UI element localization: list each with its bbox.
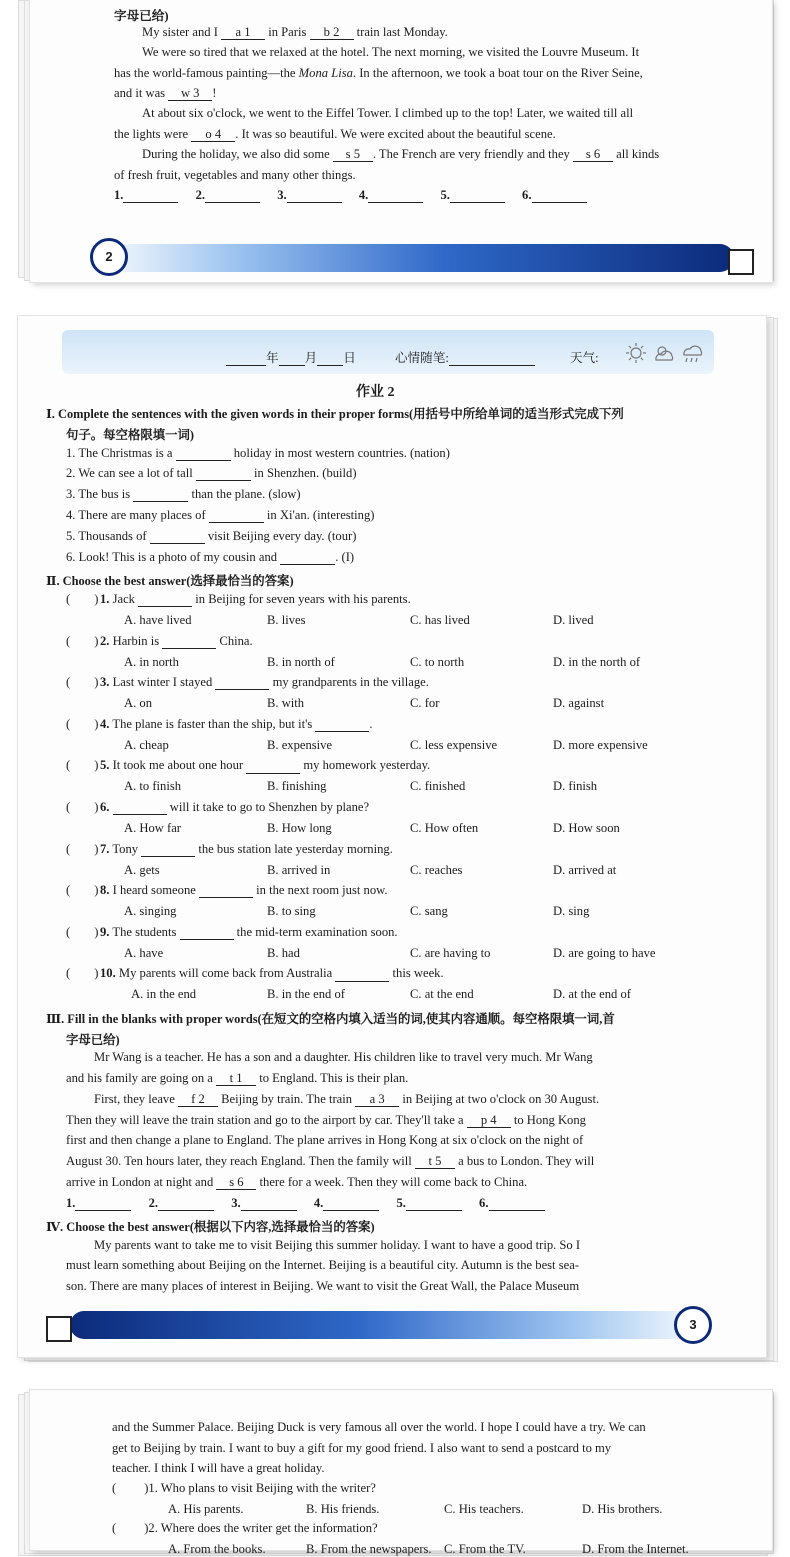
day-field[interactable] [317,352,343,366]
blank-5[interactable]: s 5 [333,148,373,162]
question-row: ( )2. Where does the writer get the information? [112,1521,378,1535]
page-number: 2 [90,238,128,276]
date-line: 年 月 日 心情随笔: 天气: [226,347,599,366]
option-a[interactable]: A. cheap [124,737,169,752]
blank-4[interactable]: o 4 [191,128,235,142]
homework-title: 作业 2 [356,385,395,400]
option-a[interactable]: A. From the books. [168,1542,266,1556]
option-b[interactable]: B. finishing [267,779,327,794]
question-number: 9. [100,924,110,939]
question-number: 1. [100,592,110,606]
checkbox-square[interactable] [46,1316,72,1342]
option-c[interactable]: C. has lived [410,613,470,627]
blank-6[interactable]: s 6 [573,148,613,162]
option-a[interactable]: A. How far [124,821,182,835]
option-b[interactable]: B. to sing [267,904,316,919]
option-b[interactable]: B. lives [267,613,306,627]
passage-line: get to Beijing by train. I want to buy a gift for my good friend. I also want to send a postcard to my [112,1441,612,1455]
option-d[interactable]: D. are going to have [553,945,656,960]
question-number: 5. [100,758,110,773]
section-header-continued: 字母已给) [114,9,169,23]
option-d[interactable]: D. at the end of [553,987,631,1002]
footer-band [70,1311,712,1339]
passage-line: the lights were o 4. It was so beautiful. We were excited about the beautiful scene. [114,127,556,141]
option-b[interactable]: B. From the newspapers. [306,1542,432,1556]
answer-blank[interactable] [215,676,269,690]
answer-blank[interactable] [199,884,253,898]
passage-line: son. There are many places of interest in Beijing. We want to visit the Great Wall, the Palace Museum [66,1279,580,1293]
option-a[interactable]: A. in the end [131,987,197,1002]
passage-line: Then they will leave the train station and go to the airport by car. They'll take a p 4 to Hong Kong [66,1113,586,1127]
option-d[interactable]: D. in the north of [553,654,641,669]
page-number: 3 [674,1306,712,1344]
question-number: 4. [100,716,110,731]
answer-blank[interactable] [176,447,231,461]
year-field[interactable] [226,352,266,366]
answer-blank[interactable] [180,926,234,940]
option-b[interactable]: B. How long [267,821,332,835]
passage-line: arrive in London at night and s 6 there for a week. Then they will come back to China. [66,1175,528,1189]
answer-bracket[interactable]: ( ) [66,966,99,981]
option-c[interactable]: C. finished [410,779,466,794]
option-b[interactable]: B. in the end of [267,987,345,1002]
option-d[interactable]: D. arrived at [553,862,617,877]
answer-blank[interactable] [196,467,251,481]
section-3-heading: 字母已给) [66,1033,120,1047]
option-a[interactable]: A. have [124,945,164,960]
month-field[interactable] [279,352,305,366]
option-a[interactable]: A. to finish [124,779,182,794]
blank-3[interactable]: a 3 [355,1093,399,1107]
answer-blank-row: 1. 2. 3. 4. 5. 6. [66,1196,545,1211]
blank-1[interactable]: a 1 [221,26,265,40]
answer-bracket[interactable]: ( ) [66,800,99,814]
sun-icon[interactable] [626,343,646,363]
section-4-heading: Ⅳ. Choose the best answer(根据以下内容,选择最恰当的答案) [46,1220,375,1234]
question-number: 8. [100,883,110,898]
option-b[interactable]: B. with [267,696,305,711]
answer-blank[interactable] [287,189,342,203]
answer-blank[interactable] [209,509,264,523]
passage-line: First, they leave f 2 Beijing by train. The train a 3 in Beijing at two o'clock on 30 August. [94,1092,600,1106]
footer-band [92,244,734,272]
answer-bracket[interactable]: ( ) [66,675,99,690]
sentence-item: 6. Look! This is a photo of my cousin and . (I) [66,550,355,564]
weather-icons [624,341,710,365]
question-row: ( ) 6. will it take to go to Shenzhen by plane? [66,800,370,814]
question-row: ( ) 1. Jack in Beijing for seven years with his parents. [66,592,411,606]
answer-blank[interactable] [75,1197,131,1211]
option-d[interactable]: D. How soon [553,821,620,835]
option-a[interactable]: A. have lived [124,613,192,627]
answer-bracket[interactable]: ( ) [66,841,99,856]
option-c[interactable]: C. How often [410,821,479,835]
answer-blank[interactable] [138,593,192,607]
answer-blank[interactable] [368,189,423,203]
sentence-item: 4. There are many places of in Xi'an. (interesting) [66,508,375,522]
section-1-heading: Ⅰ. Complete the sentences with the given words in their proper forms(用括号中所给单词的适当形式完成下列 [46,407,624,421]
option-c[interactable]: C. for [410,696,440,711]
cloudy-icon[interactable] [656,347,673,360]
passage-line: At about six o'clock, we went to the Eiffel Tower. I climbed up to the top! Later, we waited till all [142,106,634,120]
option-b[interactable]: B. His friends. [306,1502,380,1516]
passage-line: first and then change a plane to England. The plane arrives in Hong Kong at six o'clock on the night of [66,1133,584,1147]
page-2 [30,0,772,282]
blank-6[interactable]: s 6 [216,1176,256,1190]
passage-line: teacher. I think I will have a great holiday. [112,1461,325,1475]
question-row: ( ) 2. Harbin is China. [66,633,253,648]
answer-bracket[interactable]: ( ) [66,716,99,731]
answer-bracket[interactable]: ( ) [66,758,99,773]
passage-line: has the world-famous painting—the Mona Lisa. In the afternoon, we took a boat tour on the River Seine, [114,66,643,80]
option-c[interactable]: C. to north [410,654,465,669]
question-row: ( ) 3. Last winter I stayed my grandparents in the village. [66,675,429,690]
section-2-heading: Ⅱ. Choose the best answer(选择最恰当的答案) [46,574,294,588]
question-row: ( ) 9. The students the mid-term examination soon. [66,924,398,939]
answer-blank[interactable] [532,189,587,203]
answer-bracket[interactable]: ( ) [66,883,99,898]
answer-blank[interactable] [406,1197,462,1211]
answer-blank[interactable] [150,530,205,544]
option-c[interactable]: C. sang [410,904,448,919]
answer-blank[interactable] [489,1197,545,1211]
question-number: 10. [100,966,116,981]
option-a[interactable]: A. His parents. [168,1502,244,1516]
option-c[interactable]: C. His teachers. [444,1502,524,1516]
answer-blank[interactable] [133,488,188,502]
answer-blank[interactable] [205,189,260,203]
mood-field[interactable] [449,352,535,366]
blank-3[interactable]: w 3 [168,87,212,101]
question-row: ( ) 10. My parents will come back from Australia this week. [66,966,444,981]
option-b[interactable]: B. arrived in [267,862,331,877]
option-c[interactable]: C. reaches [410,862,463,877]
answer-blank[interactable] [158,1197,214,1211]
blank-2[interactable]: b 2 [310,26,354,40]
option-c[interactable]: C. less expensive [410,737,498,752]
answer-blank[interactable] [113,801,167,815]
option-d[interactable]: D. finish [553,779,598,794]
option-d[interactable]: D. His brothers. [582,1502,663,1516]
answer-blank[interactable] [123,189,178,203]
rain-icon[interactable] [684,346,702,362]
section-1-heading: 句子。每空格限填一词) [66,428,195,442]
answer-bracket[interactable]: ( ) [66,924,99,939]
passage-line: of fresh fruit, vegetables and many other things. [114,168,356,182]
option-c[interactable]: C. are having to [410,945,491,960]
option-d[interactable]: D. From the Internet. [582,1542,689,1556]
answer-blank[interactable] [280,551,335,565]
passage-line: My sister and I a 1 in Paris b 2 train last Monday. [142,25,448,39]
question-row: ( ) 7. Tony the bus station late yesterday morning. [66,841,393,856]
blank-2[interactable]: f 2 [178,1093,218,1107]
option-b[interactable]: B. had [267,945,300,960]
passage-line: We were so tired that we relaxed at the hotel. The next morning, we visited the Louvre Museum. It [142,45,640,59]
answer-blank[interactable] [335,967,389,981]
answer-blank[interactable] [450,189,505,203]
section-3-heading: Ⅲ. Fill in the blanks with proper words(在短文的空格内填入适当的词,使其内容通顺。每空格限填一词,首 [46,1012,615,1026]
question-row: ( ) 5. It took me about one hour my homework yesterday. [66,758,431,773]
sentence-item: 2. We can see a lot of tall in Shenzhen. (build) [66,466,357,480]
sentence-item: 3. The bus is than the plane. (slow) [66,487,301,501]
sentence-item: 1. The Christmas is a holiday in most western countries. (nation) [66,446,450,460]
question-number: 2. [100,633,110,648]
option-c[interactable]: C. at the end [410,987,474,1002]
answer-blank[interactable] [323,1197,379,1211]
checkbox-square[interactable] [728,249,754,275]
passage-line: My parents want to take me to visit Beijing this summer holiday. I want to have a good trip. So I [94,1238,581,1252]
option-d[interactable]: D. lived [553,613,594,627]
answer-blank[interactable] [141,843,195,857]
answer-blank[interactable] [241,1197,297,1211]
option-a[interactable]: A. in north [124,654,179,669]
option-c[interactable]: C. From the TV. [444,1542,526,1556]
question-number: 3. [100,675,110,690]
option-b[interactable]: B. expensive [267,737,333,752]
answer-blank-row: 1. 2. 3. 4. 5. 6. [114,188,587,203]
option-b[interactable]: B. in north of [267,654,335,669]
answer-blank[interactable] [246,759,300,773]
passage-line: and it was w 3! [114,86,217,100]
option-d[interactable]: D. sing [553,904,590,919]
blank-4[interactable]: p 4 [467,1114,511,1128]
question-number: 6. [100,800,110,814]
passage-line: During the holiday, we also did some s 5. The French are very friendly and they s 6 all kinds [142,147,660,161]
question-row: ( ) 4. The plane is faster than the ship, but it's . [66,716,373,731]
answer-blank[interactable] [162,635,216,649]
passage-line: and the Summer Palace. Beijing Duck is very famous all over the world. I hope I could have a try. We can [112,1420,646,1434]
answer-bracket[interactable]: ( ) [66,592,99,606]
question-number: 7. [100,841,110,856]
passage-line: Mr Wang is a teacher. He has a son and a daughter. His children like to travel very much. Mr Wang [94,1050,593,1064]
passage-line: August 30. Ten hours later, they reach England. Then the family will t 5 a bus to London. They will [66,1154,595,1168]
option-d[interactable]: D. against [553,696,605,711]
question-row: ( ) 8. I heard someone in the next room just now. [66,883,388,898]
option-a[interactable]: A. singing [124,904,177,919]
answer-bracket[interactable]: ( ) [66,633,99,648]
question-row: ( )1. Who plans to visit Beijing with the writer? [112,1481,376,1495]
option-d[interactable]: D. more expensive [553,737,648,752]
option-a[interactable]: A. on [124,696,152,711]
passage-line: and his family are going on a t 1 to England. This is their plan. [66,1071,409,1085]
blank-1[interactable]: t 1 [216,1072,256,1086]
answer-blank[interactable] [315,718,369,732]
sentence-item: 5. Thousands of visit Beijing every day. (tour) [66,529,357,543]
option-a[interactable]: A. gets [124,862,160,877]
blank-5[interactable]: t 5 [415,1155,455,1169]
passage-line: must learn something about Beijing on the Internet. Beijing is a beautiful city. Autumn is the best sea- [66,1258,579,1272]
